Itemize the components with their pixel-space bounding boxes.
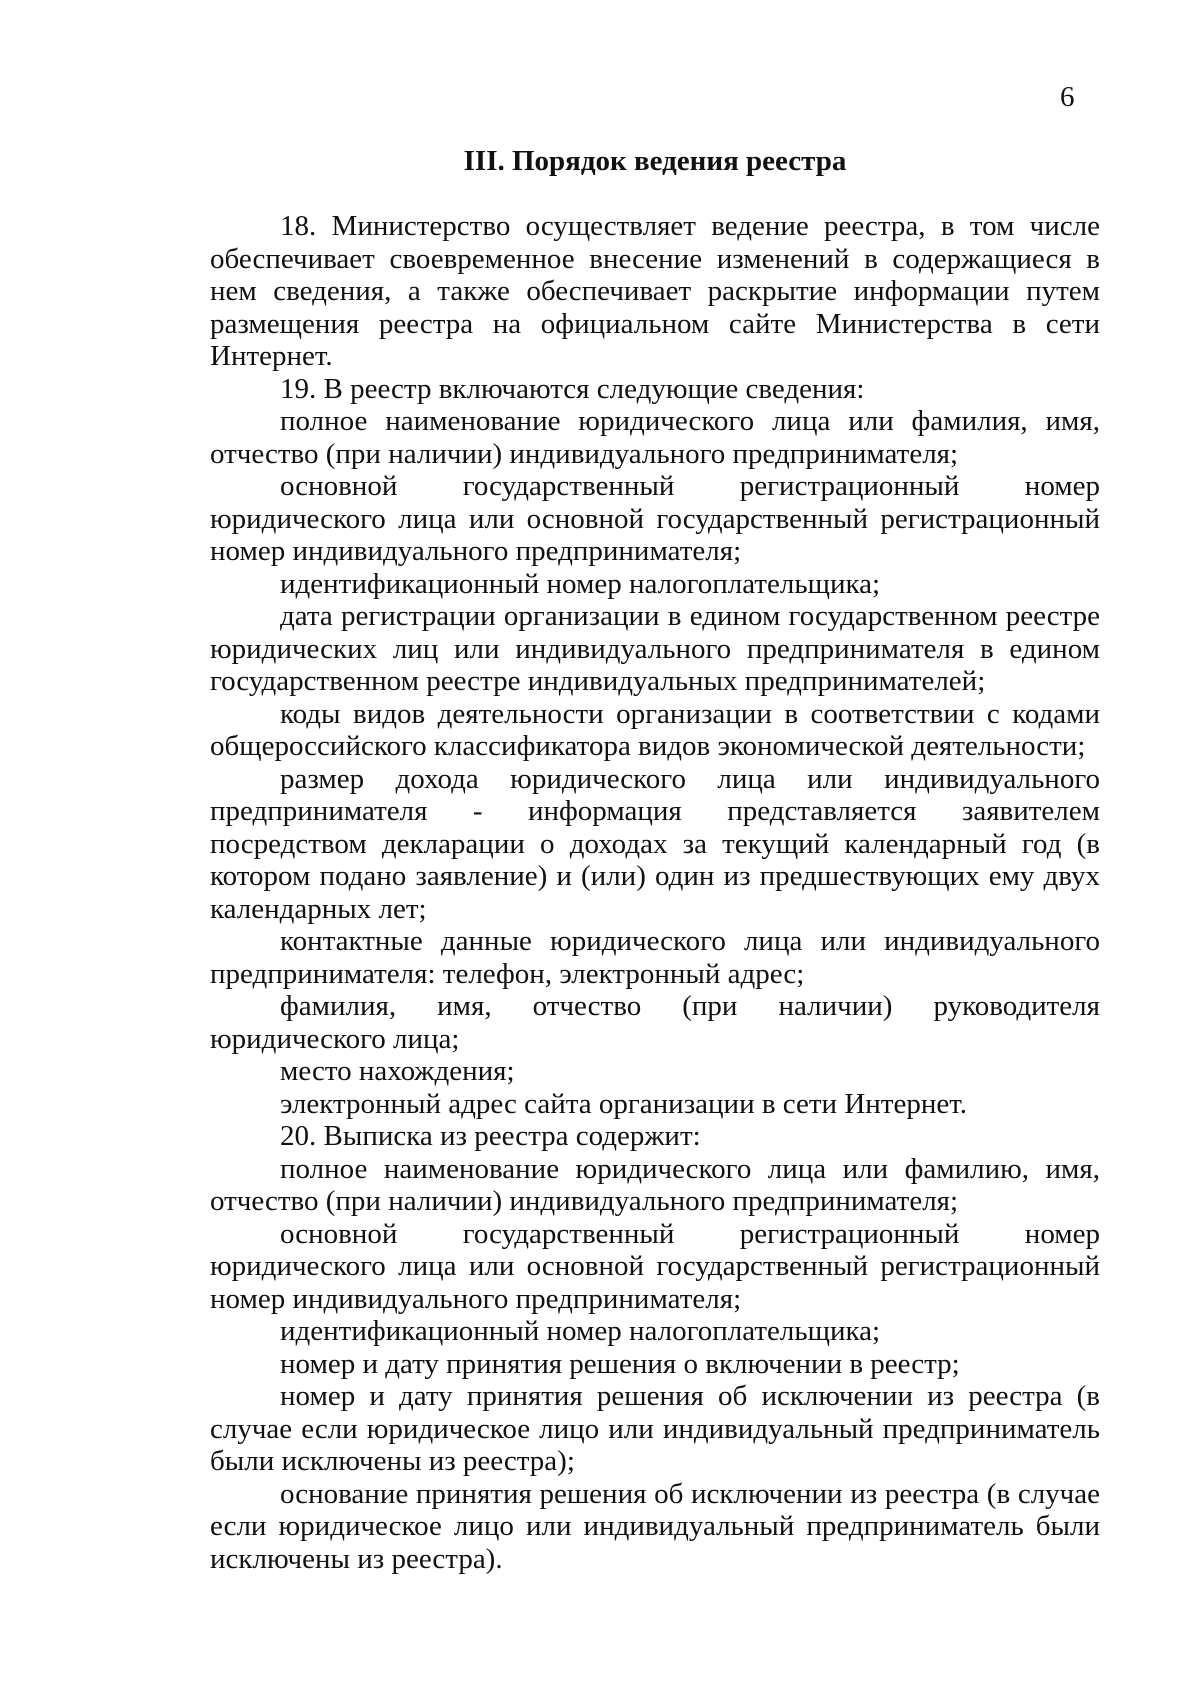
registry-item-contacts: контактные данные юридического лица или индивидуального предпринимателя: телефон, электронный адрес; (210, 925, 1100, 990)
document-body (210, 210, 1100, 1575)
registry-item-registration-date: дата регистрации организации в едином государственном реестре юридических лиц или индивидуального предпринимателя в едином государственном реестре индивидуальных предпринимателей; (210, 600, 1100, 697)
registry-item-ogrn: основной государственный регистрационный номер юридического лица или основной государственный регистрационный номер индивидуального предпринимателя; (210, 470, 1100, 567)
registry-item-head-name: фамилия, имя, отчество (при наличии) руководителя юридического лица; (210, 990, 1100, 1055)
extract-item-inclusion-decision: номер и дату принятия решения о включении в реестр; (280, 1347, 960, 1380)
registry-item-income: размер дохода юридического лица или индивидуального предпринимателя - информация представляется заявителем посредством декларации о доходах за текущий календарный год (в котором подано заявление) и (или) один из предшествующих ему двух календарных лет; (210, 762, 1100, 925)
registry-item-inn: идентификационный номер налогоплательщика; (280, 567, 881, 600)
registry-item-website: электронный адрес сайта организации в сети Интернет. (280, 1087, 967, 1120)
extract-item-ogrn: основной государственный регистрационный номер юридического лица или основной государственный регистрационный номер индивидуального предпринимателя; (210, 1217, 1100, 1315)
registry-item-location: место нахождения; (280, 1055, 515, 1087)
registry-item-activity-codes: коды видов деятельности организации в соответствии с кодами общероссийского классификатора видов экономической деятельности; (210, 697, 1100, 762)
registry-item-full-name: полное наименование юридического лица или фамилия, имя, отчество (при наличии) индивидуального предпринимателя; (210, 405, 1100, 470)
extract-item-exclusion-basis: основание принятия решения об исключении из реестра (в случае если юридическое лицо или индивидуальный предприниматель были исключены из реестра). (210, 1477, 1100, 1575)
extract-item-inn: идентификационный номер налогоплательщика; (280, 1315, 881, 1347)
extract-item-full-name: полное наименование юридического лица или фамилию, имя, отчество (при наличии) индивидуального предпринимателя; (210, 1152, 1100, 1217)
paragraph-20: 20. Выписка из реестра содержит: (280, 1120, 701, 1152)
page-number: 6 (1060, 81, 1075, 113)
paragraph-19: 19. В реестр включаются следующие сведения: (280, 372, 865, 405)
section-title: III. Порядок ведения реестра (463, 145, 847, 177)
extract-item-exclusion-decision: номер и дату принятия решения об исключении из реестра (в случае если юридическое лицо или индивидуальный предприниматель были исключены из реестра); (210, 1380, 1100, 1477)
paragraph-18: 18. Министерство осуществляет ведение реестра, в том числе обеспечивает своевременное внесение изменений в содержащиеся в нем сведения, а также обеспечивает раскрытие информации путем размещения реестра на официальном сайте Министерства в сети Интернет. (210, 210, 1100, 372)
